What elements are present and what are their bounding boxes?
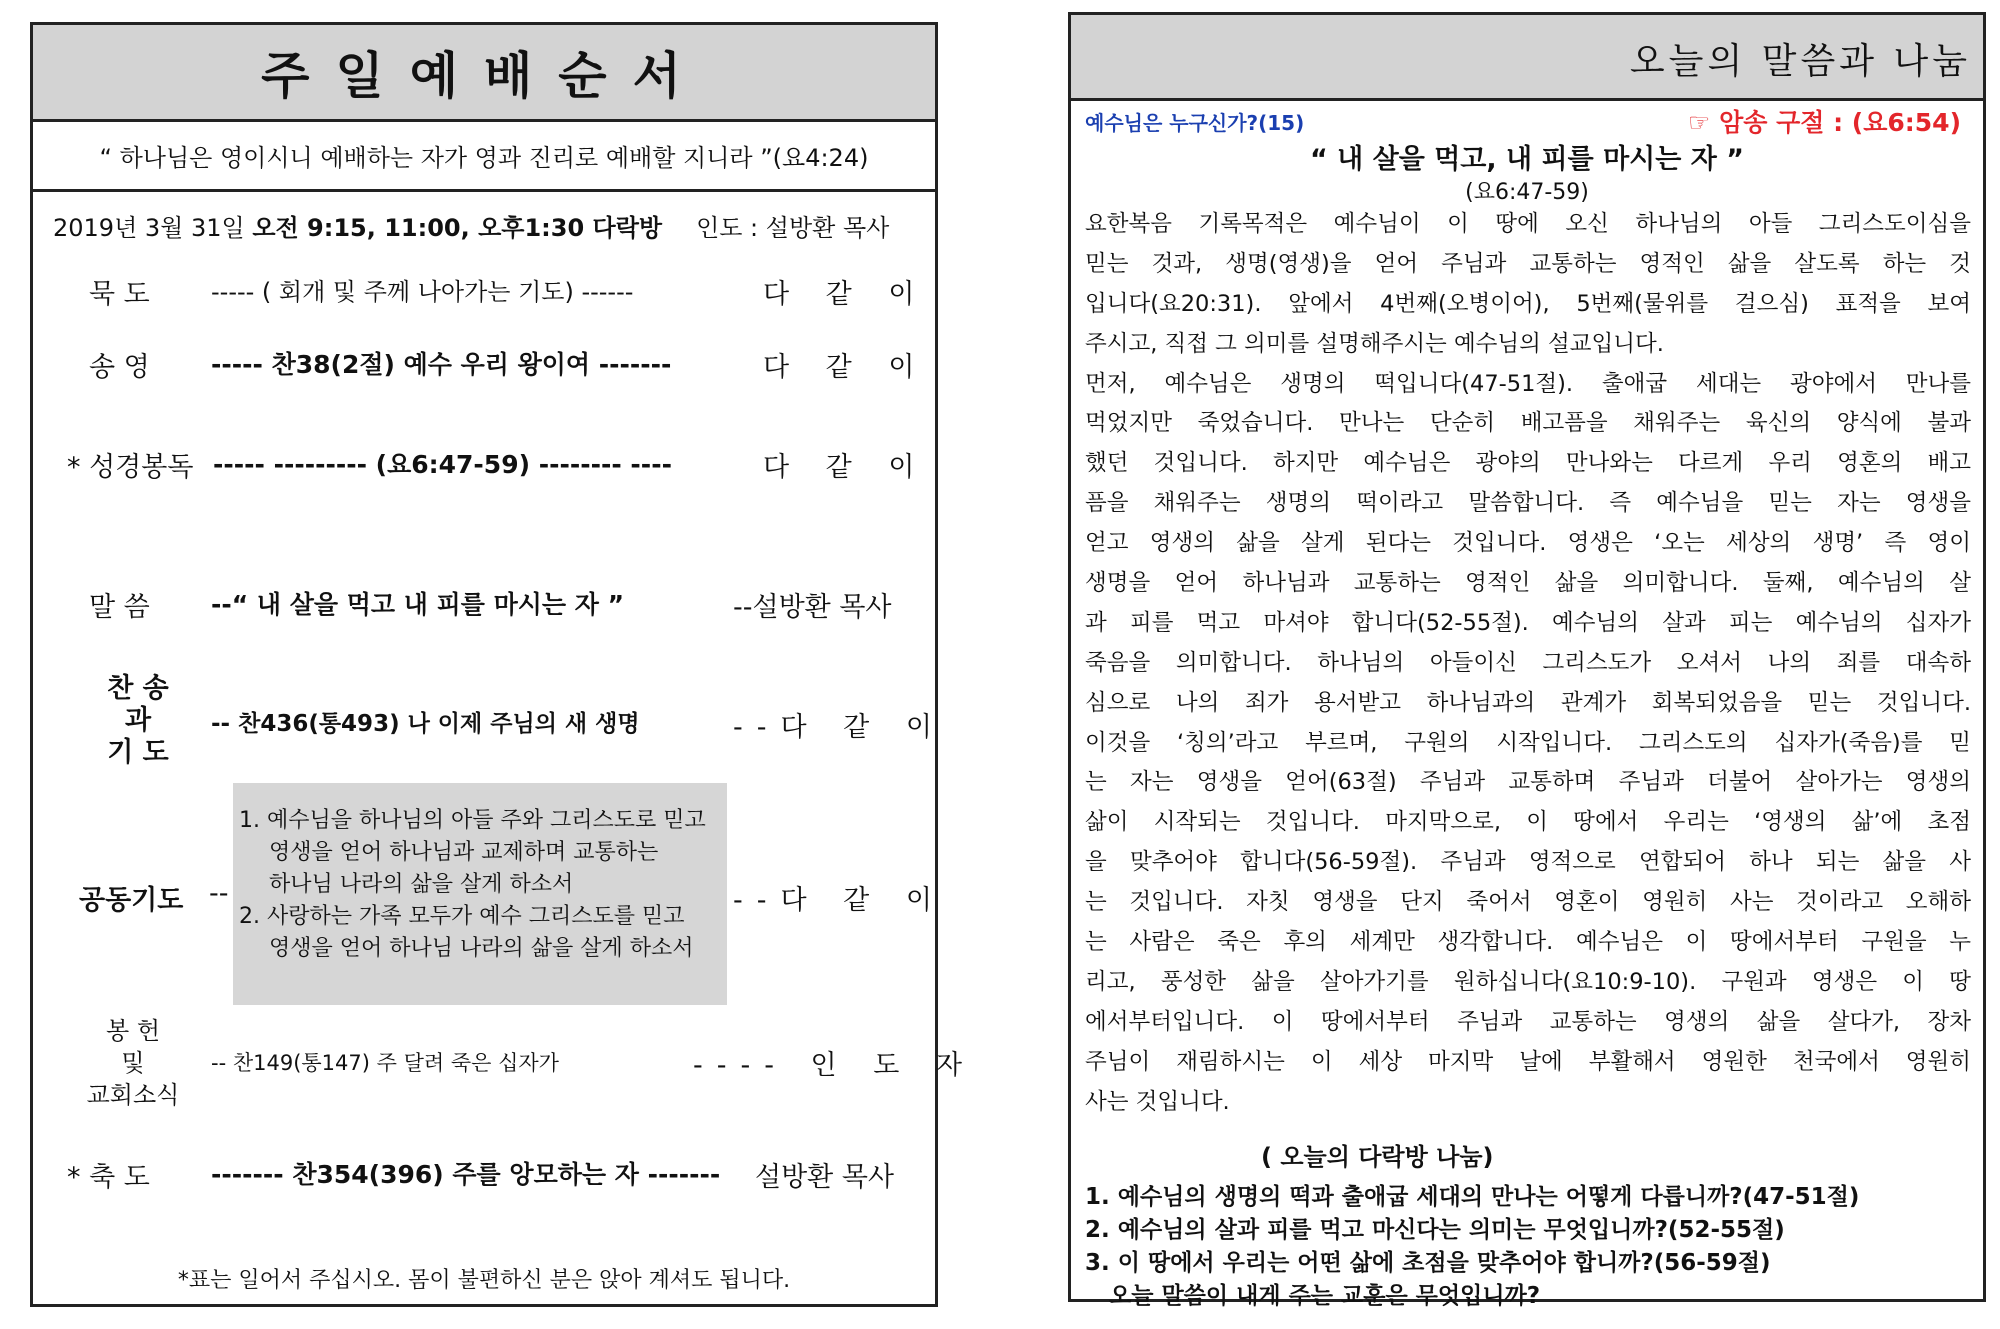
sermon-line: 픔을 채워주는 생명의 떡이라고 말씀합니다. 즉 예수님을 믿는 자는 영생을: [1085, 490, 1971, 517]
prayer-line: 2. 사랑하는 가족 모두가 예수 그리스도를 믿고: [239, 904, 685, 929]
order-label: 묵 도: [89, 279, 150, 310]
order-label: 공동기도: [79, 885, 184, 916]
sermon-line: 는 자는 영생을 얻어(63절) 주님과 교통하며 주님과 더불어 살아가는 영생의: [1085, 769, 1971, 796]
sermon-line: 주시고, 직접 그 의미를 설명해주시는 예수님의 설교입니다.: [1085, 330, 1664, 357]
sermon-line: 생명을 얻어 하나님과 교통하는 영적인 삶을 의미합니다. 둘째, 예수님의 살: [1085, 570, 1971, 597]
prayer-line: 영생을 얻어 하나님과 교제하며 교통하는: [269, 840, 659, 865]
prayer-line: 하나님 나라의 삶을 살게 하소서: [269, 872, 574, 897]
sermon-line: 심으로 나의 죄가 용서받고 하나님과의 관계가 회복되었음을 믿는 것입니다.: [1085, 689, 1971, 716]
worship-order-title: 주일예배순서: [33, 25, 935, 122]
order-leader: ---- 인 도 자: [693, 1050, 976, 1081]
sermon-line: 주님이 재림하시는 이 세상 마지막 날에 부활해서 영원한 천국에서 영원히: [1085, 1048, 1971, 1075]
sermon-line: 이것을 ‘칭의’라고 부르며, 구원의 시작입니다. 그리스도의 십자가(죽음)를 믿: [1085, 729, 1971, 756]
order-detail: ----- ( 회개 및 주께 나아가는 기도) ------: [211, 278, 634, 306]
order-label: * 축 도: [67, 1162, 150, 1193]
discussion-question: 3. 이 땅에서 우리는 어떤 삶에 초점을 맞추어야 합니까?(56-59절): [1085, 1250, 1771, 1276]
order-leader: --설방환 목사: [733, 592, 892, 623]
sermon-line: 에서부터입니다. 이 땅에서부터 주님과 교통하는 영생의 삶을 살다가, 장차: [1085, 1008, 1971, 1035]
sermon-panel-title: 오늘의 말씀과 나눔: [1629, 41, 1971, 82]
sermon-line: 리고, 풍성한 삶을 살아가기를 원하십니다(요10:9-10). 구원과 영생은 이 땅: [1085, 968, 1971, 995]
sermon-reference: (요6:47-59): [1465, 180, 1589, 205]
sermon-line: 믿는 것과, 생명(영생)을 얻어 주님과 교통하는 영적인 삶을 살도록 하는 것: [1085, 250, 1971, 277]
scripture-motto: “ 하나님은 영이시니 예배하는 자가 영과 진리로 예배할 지니라 ”(요4:24): [33, 122, 935, 192]
sermon-line: 요한복음 기록목적은 예수님이 이 땅에 오신 하나님의 아들 그리스도이심을: [1085, 211, 1971, 237]
discussion-question: 오늘 말씀이 내게 주는 교훈은 무엇입니까?: [1085, 1283, 1541, 1309]
order-detail: --“ 내 살을 먹고 내 피를 마시는 자 ”: [211, 590, 625, 619]
order-detail: ----- --------- (요6:47-59) -------- ----: [213, 450, 672, 479]
sermon-line: 먹었지만 죽었습니다. 만나는 단순히 배고픔을 채워주는 육신의 양식에 불과: [1085, 410, 1971, 437]
order-detail: --: [209, 878, 229, 909]
service-date-line: [53, 208, 889, 243]
order-label: 송 영: [89, 352, 150, 383]
sermon-series: 예수님은 누구신가?(15): [1085, 111, 1305, 135]
order-leader: 설방환 목사: [755, 1162, 894, 1193]
service-leader: 인도 : 설방환 목사: [696, 214, 890, 242]
order-detail: -- 찬149(통147) 주 달려 죽은 십자가: [211, 1051, 559, 1075]
order-label: 말 씀: [89, 592, 150, 623]
sermon-line: 는 사람은 죽은 후의 세계만 생각합니다. 예수님은 이 땅에서부터 구원을 누: [1085, 929, 1971, 956]
sermon-line: 죽음을 의미합니다. 하나님의 아들이신 그리스도가 오셔서 나의 죄를 대속하: [1085, 649, 1971, 676]
sermon-line: 과 피를 먹고 마셔야 합니다(52-55절). 예수님의 살과 피는 예수님의 십자가: [1085, 609, 1971, 636]
prayer-line: 영생을 얻어 하나님 나라의 삶을 살게 하소서: [269, 936, 694, 961]
sermon-line: 사는 것입니다.: [1085, 1088, 1230, 1115]
order-item-offering-and-news: [33, 1015, 976, 1115]
order-label: * 성경봉독: [67, 452, 194, 483]
order-leader: --다 같 이: [733, 885, 946, 916]
order-leader: 다 같 이: [763, 352, 929, 383]
sermon-line: 얻고 영생의 삶을 살게 된다는 것입니다. 영생은 ‘오는 세상의 생명’ 즉 영이: [1085, 530, 1971, 557]
memory-verse: ☞ 암송 구절 : (요6:54): [1687, 108, 1961, 137]
order-label: 찬 송 과 기 도: [107, 673, 169, 768]
order-detail: -- 찬436(통493) 나 이제 주님의 새 생명: [211, 711, 640, 737]
sermon-line: 먼저, 예수님은 생명의 떡입니다(47-51절). 출애굽 세대는 광야에서 만나를: [1085, 370, 1971, 397]
discussion-title: ( 오늘의 다락방 나눔): [1261, 1143, 1494, 1171]
service-times: 오전 9:15, 11:00, 오후1:30 다락방: [252, 214, 663, 242]
discussion-question: 1. 예수님의 생명의 떡과 출애굽 세대의 만나는 어떻게 다릅니까?(47-51절): [1085, 1184, 1860, 1210]
sermon-line: 입니다(요20:31). 앞에서 4번째(오병이어), 5번째(물위를 걸으심) 표적을 보여: [1085, 290, 1971, 317]
service-date: 2019년 3월 31일: [53, 214, 253, 242]
order-leader: 다 같 이: [763, 452, 929, 483]
order-detail: ----- 찬38(2절) 예수 우리 왕이여 -------: [211, 350, 672, 379]
standing-note: *표는 일어서 주십시오. 몸이 불편하신 분은 앉아 계셔도 됩니다.: [177, 1268, 791, 1293]
common-prayer-box: [233, 783, 727, 1005]
worship-order-panel: [30, 22, 976, 1307]
sermon-line: 했던 것입니다. 하지만 예수님은 광야의 만나와는 다르게 우리 영혼의 배고: [1085, 450, 1971, 477]
prayer-line: 1. 예수님을 하나님의 아들 주와 그리스도로 믿고: [239, 808, 706, 833]
order-item-hymn-and-prayer: [33, 673, 946, 783]
sermon-line: 는 것입니다. 자칫 영생을 단지 죽어서 영혼이 영원히 사는 것이라고 오해하: [1085, 889, 1971, 916]
sermon-body: [1085, 205, 1971, 1122]
order-detail: ------- 찬354(396) 주를 앙모하는 자 -------: [211, 1160, 721, 1189]
sermon-line: 을 맞추어야 합니다(56-59절). 주님과 영적으로 연합되어 하나 되는 삶을 사: [1085, 849, 1971, 876]
order-label: 봉 헌 및 교회소식: [86, 1017, 180, 1109]
sermon-panel: [1068, 12, 1986, 1309]
sermon-line: 삶이 시작되는 것입니다. 마지막으로, 이 땅에서 우리는 ‘영생의 삶’에 초점: [1085, 809, 1971, 836]
order-leader: 다 같 이: [763, 279, 929, 310]
order-leader: --다 같 이: [733, 712, 946, 743]
discussion-question: 2. 예수님의 살과 피를 먹고 마신다는 의미는 무엇입니까?(52-55절): [1085, 1217, 1785, 1243]
sermon-title: “ 내 살을 먹고, 내 피를 마시는 자 ”: [1310, 144, 1744, 175]
sermon-panel-header: [1071, 15, 1983, 101]
